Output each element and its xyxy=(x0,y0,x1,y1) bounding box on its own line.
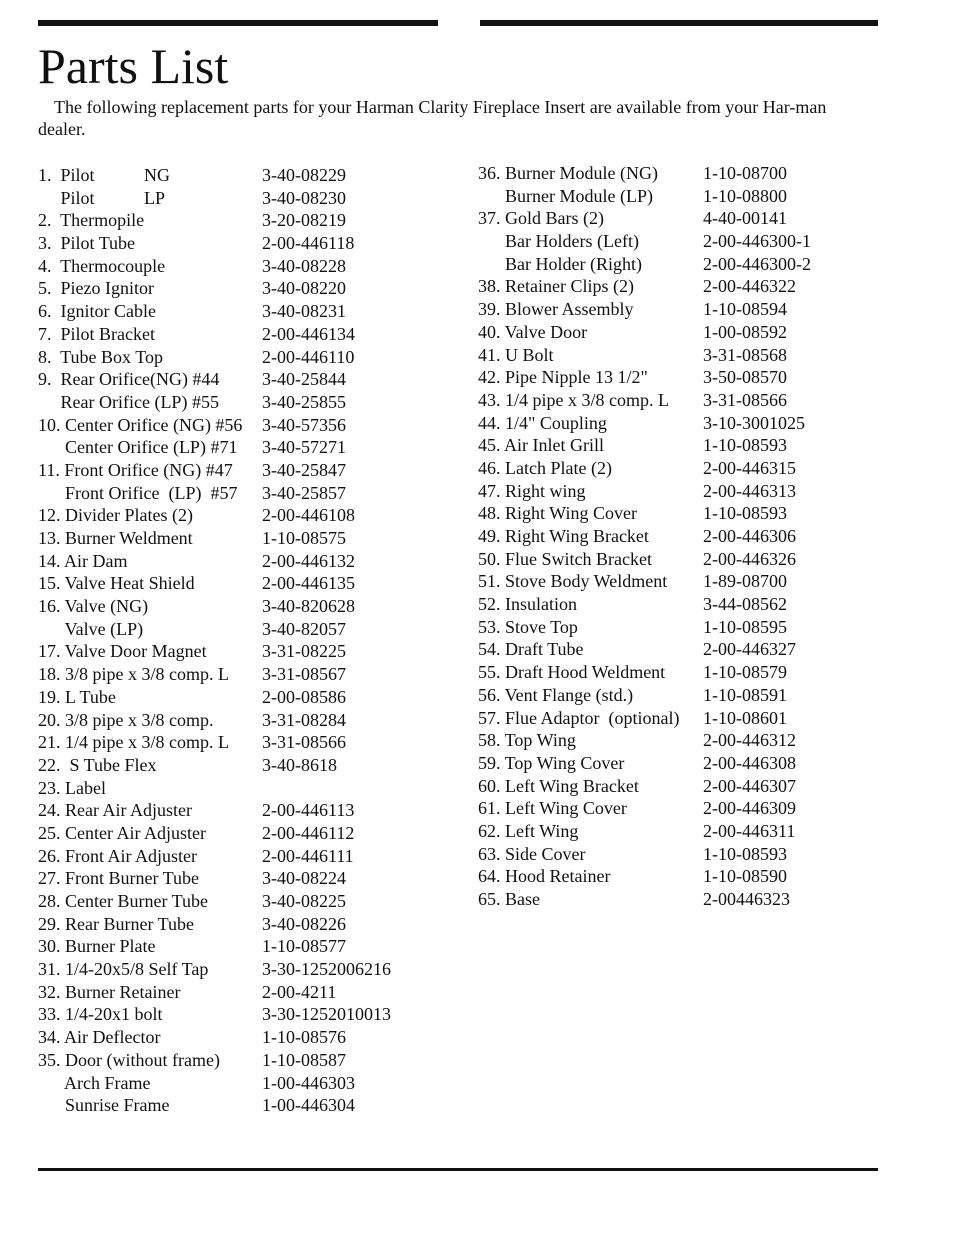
part-number: 3-50-08570 xyxy=(703,367,787,388)
part-name: 1. Pilot NG xyxy=(38,165,171,185)
part-name: 45. Air Inlet Grill xyxy=(478,435,604,456)
part-number: 3-31-08284 xyxy=(262,709,346,730)
part-number: 2-00-446300-2 xyxy=(703,253,811,274)
part-number: 2-00-446108 xyxy=(262,505,355,526)
part-name: 15. Valve Heat Shield xyxy=(38,573,195,594)
part-number: 3-40-08231 xyxy=(262,301,346,322)
part-name: 39. Blower Assembly xyxy=(478,299,634,320)
part-number: 1-00-446304 xyxy=(262,1095,355,1116)
part-number: 1-10-08593 xyxy=(703,435,787,456)
part-name: 63. Side Cover xyxy=(478,843,586,864)
part-name: 20. 3/8 pipe x 3/8 comp. xyxy=(38,709,214,730)
part-number: 3-31-08566 xyxy=(703,389,787,410)
part-number: 3-10-3001025 xyxy=(703,412,805,433)
part-name: 22. S Tube Flex xyxy=(38,754,157,775)
part-name: 60. Left Wing Bracket xyxy=(478,775,639,796)
part-number: 2-00-446118 xyxy=(262,233,355,254)
part-name: 34. Air Deflector xyxy=(38,1027,161,1048)
part-number: 2-00-446327 xyxy=(703,639,796,660)
part-number: 3-40-25847 xyxy=(262,459,346,480)
part-number: 3-30-1252010013 xyxy=(262,1004,391,1025)
part-name: Burner Module (LP) xyxy=(478,185,653,206)
part-name: 35. Door (without frame) xyxy=(38,1049,220,1070)
part-number: 2-00-446112 xyxy=(262,822,355,843)
part-name: 13. Burner Weldment xyxy=(38,528,193,548)
part-name: 7. Pilot Bracket xyxy=(38,323,155,344)
part-name: 27. Front Burner Tube xyxy=(38,868,200,889)
part-number: 3-40-82057 xyxy=(262,618,346,639)
part-name: 44. 1/4" Coupling xyxy=(478,412,607,433)
part-name: 40. Valve Door xyxy=(478,321,588,342)
part-name: 52. Insulation xyxy=(478,594,577,615)
part-number: 3-40-08226 xyxy=(262,913,346,934)
part-name: 32. Burner Retainer xyxy=(38,981,181,1002)
part-name: Sunrise Frame xyxy=(38,1095,170,1116)
part-name: Front Orifice (LP) #57 xyxy=(38,482,238,503)
part-name: 18. 3/8 pipe x 3/8 comp. L xyxy=(38,664,229,685)
part-name: 9. Rear Orifice(NG) #44 xyxy=(38,369,220,390)
part-name: 29. Rear Burner Tube xyxy=(38,913,194,934)
part-number: 2-00-446134 xyxy=(262,323,355,344)
part-number: 3-40-25844 xyxy=(262,369,346,390)
part-name: Bar Holder (Right) xyxy=(478,253,642,274)
part-number: 2-00-446311 xyxy=(703,820,796,841)
part-number: 3-40-08225 xyxy=(262,891,346,911)
part-name: 36. Burner Module (NG) xyxy=(478,163,658,183)
part-name: 43. 1/4 pipe x 3/8 comp. L xyxy=(478,389,669,410)
part-number: 3-31-08566 xyxy=(262,732,346,753)
part-name: 65. Base xyxy=(478,889,540,909)
part-number: 1-10-08700 xyxy=(703,163,787,183)
part-number: 1-89-08700 xyxy=(703,571,787,592)
part-name: 28. Center Burner Tube xyxy=(38,891,208,911)
part-name: 57. Flue Adaptor (optional) xyxy=(478,707,680,728)
part-name: 4. Thermocouple xyxy=(38,255,166,276)
page-title: Parts List xyxy=(38,38,229,94)
part-name: 51. Stove Body Weldment xyxy=(478,571,668,592)
part-number: 1-10-08587 xyxy=(262,1049,346,1070)
part-number: 3-40-08220 xyxy=(262,278,346,299)
part-number: 3-30-1252006216 xyxy=(262,959,391,980)
part-number: 2-00-446307 xyxy=(703,775,796,796)
part-number: 1-10-08601 xyxy=(703,707,787,728)
part-number: 1-10-08591 xyxy=(703,684,787,705)
top-rule-left xyxy=(38,20,438,26)
part-name: 62. Left Wing xyxy=(478,820,579,841)
part-number: 1-10-08579 xyxy=(703,662,787,683)
part-name: 50. Flue Switch Bracket xyxy=(478,548,652,569)
part-number: 1-10-08593 xyxy=(703,503,787,524)
part-name: 55. Draft Hood Weldment xyxy=(478,662,666,683)
part-number: 2-00-446322 xyxy=(703,276,796,297)
part-name: 24. Rear Air Adjuster xyxy=(38,800,192,821)
part-number: 3-31-08225 xyxy=(262,641,346,662)
part-number: 1-10-08594 xyxy=(703,299,787,320)
part-number: 1-10-08576 xyxy=(262,1027,346,1048)
part-name: Center Orifice (LP) #71 xyxy=(38,437,238,458)
part-name: Arch Frame xyxy=(38,1072,151,1093)
part-number: 3-31-08568 xyxy=(703,344,787,365)
part-name: 54. Draft Tube xyxy=(478,639,584,660)
part-name: 56. Vent Flange (std.) xyxy=(478,684,634,705)
part-number: 1-10-08577 xyxy=(262,936,346,957)
part-number: 2-00-446111 xyxy=(262,845,354,866)
part-number: 2-00-446309 xyxy=(703,798,796,819)
part-number: 2-00-446313 xyxy=(703,480,796,501)
part-name: Pilot LP xyxy=(38,187,166,208)
part-number: 3-40-25857 xyxy=(262,482,346,503)
part-number: 2-00-446306 xyxy=(703,526,796,546)
part-name: 61. Left Wing Cover xyxy=(478,798,627,819)
part-number: 3-40-08224 xyxy=(262,868,346,889)
part-number: 2-00-446135 xyxy=(262,573,355,594)
part-number: 2-00-446113 xyxy=(262,800,355,821)
part-number: 1-10-08595 xyxy=(703,616,787,637)
part-number: 2-00-4211 xyxy=(262,981,337,1002)
part-number: 2-00-08586 xyxy=(262,686,346,707)
part-name: 31. 1/4-20x5/8 Self Tap xyxy=(38,959,209,980)
part-name: 58. Top Wing xyxy=(478,730,576,751)
part-name: 46. Latch Plate (2) xyxy=(478,457,612,478)
part-name: 17. Valve Door Magnet xyxy=(38,641,207,662)
part-number: 3-40-57271 xyxy=(262,437,346,458)
part-number: 3-40-8618 xyxy=(262,754,337,775)
intro-paragraph: The following replacement parts for your Harman Clarity Fireplace Insert are available from your Har-man dealer. xyxy=(38,97,827,139)
part-name: Rear Orifice (LP) #55 xyxy=(38,391,219,412)
part-name: 12. Divider Plates (2) xyxy=(38,505,193,526)
part-number: 3-40-08230 xyxy=(262,187,346,208)
part-name: 30. Burner Plate xyxy=(38,936,156,957)
part-number: 1-10-08590 xyxy=(703,866,787,887)
part-number: 2-00-446308 xyxy=(703,752,796,773)
part-number: 4-40-00141 xyxy=(703,208,787,229)
part-number: 3-40-08229 xyxy=(262,165,346,185)
part-name: 3. Pilot Tube xyxy=(38,233,136,254)
part-number: 1-10-08800 xyxy=(703,185,787,206)
part-number: 2-00-446110 xyxy=(262,346,355,367)
part-number: 2-00-446326 xyxy=(703,548,796,569)
part-name: 21. 1/4 pipe x 3/8 comp. L xyxy=(38,732,229,753)
part-number: 3-40-08228 xyxy=(262,255,346,276)
part-number: 3-44-08562 xyxy=(703,594,787,615)
part-name: 64. Hood Retainer xyxy=(478,866,611,887)
part-number: 3-20-08219 xyxy=(262,210,346,231)
part-name: 41. U Bolt xyxy=(478,344,554,365)
part-number: 3-40-25855 xyxy=(262,391,346,412)
part-name: 37. Gold Bars (2) xyxy=(478,208,604,229)
part-name: 59. Top Wing Cover xyxy=(478,752,625,773)
part-name: Bar Holders (Left) xyxy=(478,231,639,252)
part-name: 23. Label xyxy=(38,777,106,798)
part-number: 1-10-08593 xyxy=(703,843,787,864)
part-name: Valve (LP) xyxy=(38,618,144,639)
part-number: 2-00-446132 xyxy=(262,550,355,571)
part-name: 42. Pipe Nipple 13 1/2" xyxy=(478,367,648,388)
part-name: 16. Valve (NG) xyxy=(38,596,149,617)
part-name: 49. Right Wing Bracket xyxy=(478,526,649,546)
part-number: 2-00-446300-1 xyxy=(703,231,811,252)
part-name: 48. Right Wing Cover xyxy=(478,503,637,524)
part-name: 11. Front Orifice (NG) #47 xyxy=(38,459,233,480)
part-name: 14. Air Dam xyxy=(38,550,128,571)
part-name: 5. Piezo Ignitor xyxy=(38,278,154,299)
part-name: 38. Retainer Clips (2) xyxy=(478,276,634,297)
part-number: 3-40-820628 xyxy=(262,596,355,617)
part-name: 6. Ignitor Cable xyxy=(38,301,156,322)
part-number: 2-00-446315 xyxy=(703,457,796,478)
part-name: 25. Center Air Adjuster xyxy=(38,822,206,843)
part-number: 1-00-08592 xyxy=(703,321,787,342)
part-name: 47. Right wing xyxy=(478,480,586,501)
part-number: 1-00-446303 xyxy=(262,1072,355,1093)
bottom-rule xyxy=(38,1168,878,1171)
top-rule-right xyxy=(480,20,878,26)
part-name: 8. Tube Box Top xyxy=(38,346,163,367)
part-number: 2-00446323 xyxy=(703,889,790,909)
part-name: 10. Center Orifice (NG) #56 xyxy=(38,414,243,435)
part-number: 3-31-08567 xyxy=(262,664,346,685)
part-number: 3-40-57356 xyxy=(262,414,346,435)
part-name: 19. L Tube xyxy=(38,686,116,707)
part-name: 2. Thermopile xyxy=(38,210,145,231)
part-number: 1-10-08575 xyxy=(262,528,346,548)
part-name: 26. Front Air Adjuster xyxy=(38,845,198,866)
part-name: 33. 1/4-20x1 bolt xyxy=(38,1004,163,1025)
part-name: 53. Stove Top xyxy=(478,616,578,637)
part-number: 2-00-446312 xyxy=(703,730,796,751)
